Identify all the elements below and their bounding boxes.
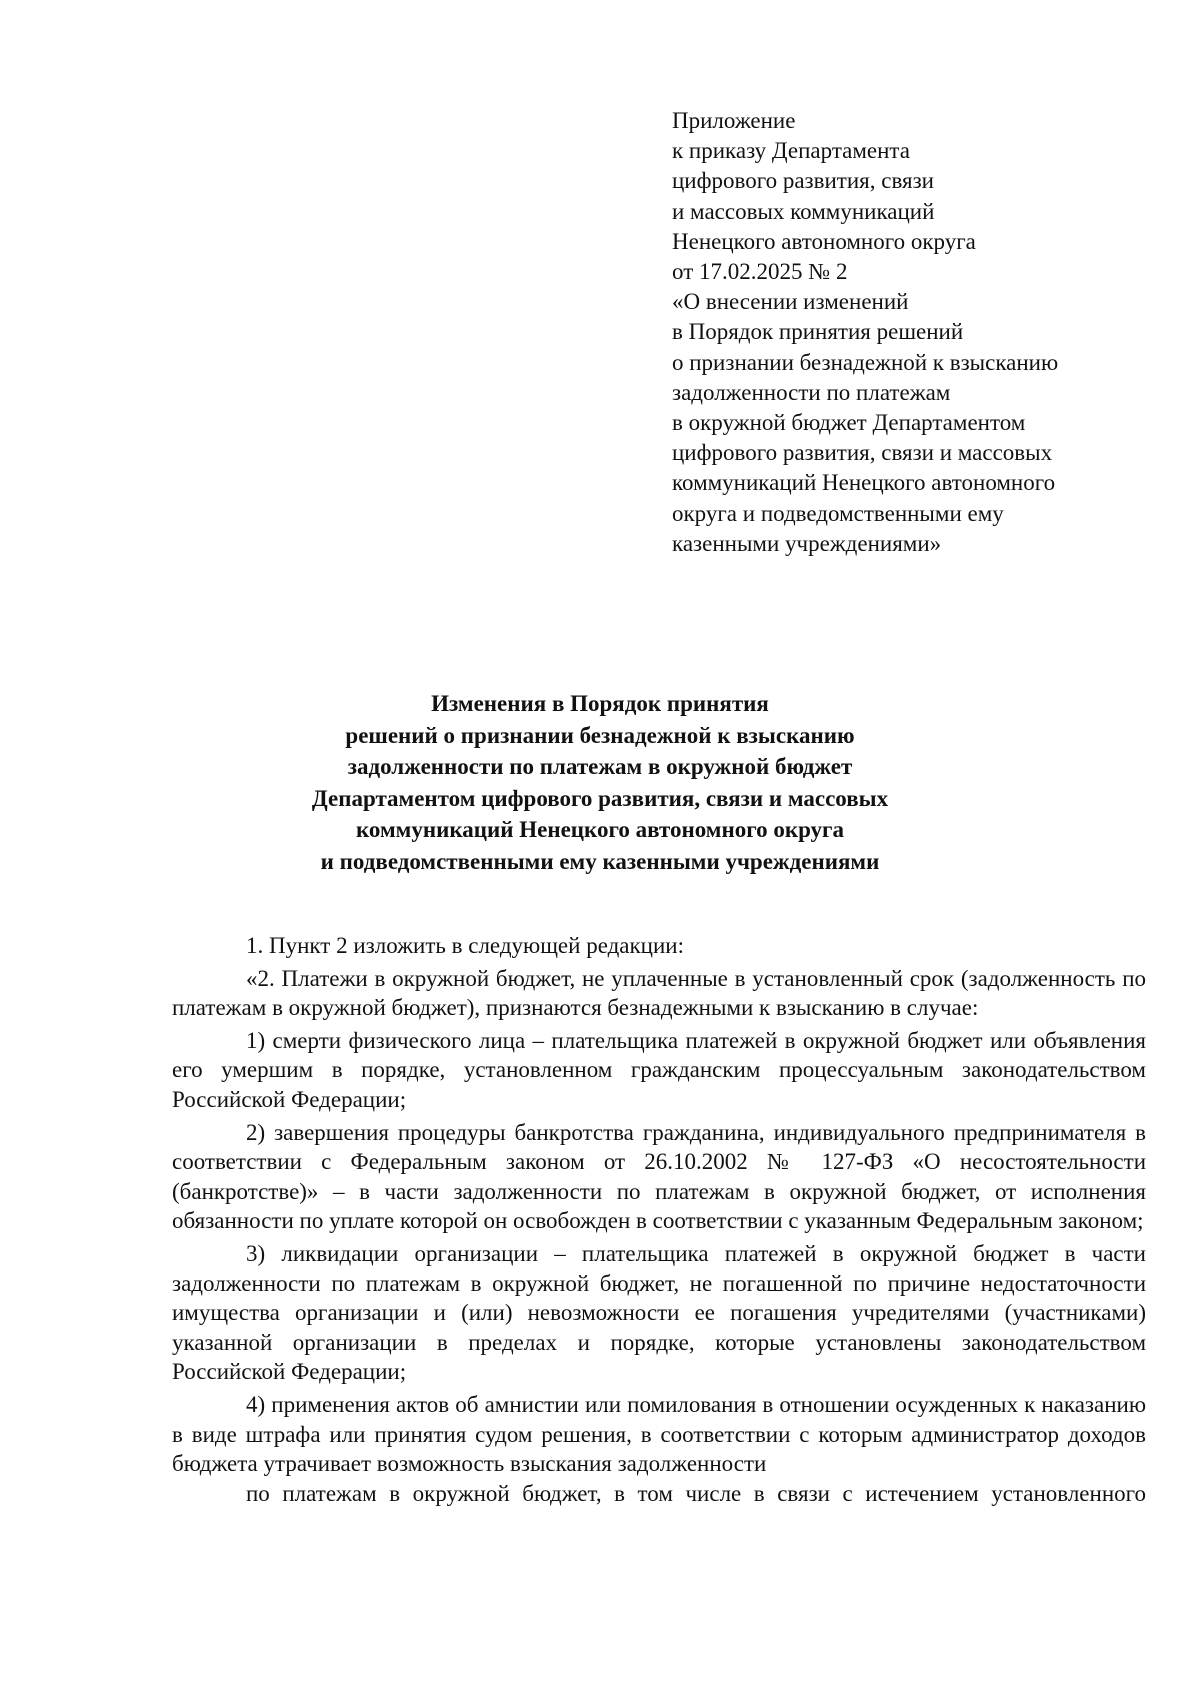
clause-2-intro-paragraph: «2. Платежи в окружной бюджет, не уплаченные в установленный срок (задолженность по платежам в окружной бюджет), признаются безнадежными к взысканию в случае: — [172, 965, 1146, 1021]
appendix-line: и массовых коммуникаций — [672, 198, 935, 224]
title-line: коммуникаций Ненецкого автономного округа — [355, 817, 845, 842]
appendix-line: от 17.02.2025 № 2 — [672, 259, 848, 285]
title-line: решений о признании безнадежной к взысканию — [345, 722, 855, 748]
title-line: и подведомственными ему казенными учреждениями — [320, 848, 880, 874]
appendix-line: цифрового развития, связи — [672, 168, 934, 194]
subclause-4-paragraph — [172, 1390, 1146, 1508]
appendix-line: Приложение — [672, 108, 796, 133]
appendix-line: в Порядок принятия решений — [672, 319, 964, 345]
document-title — [160, 688, 1040, 877]
appendix-line: к приказу Департамента — [672, 138, 910, 164]
appendix-line: цифрового развития, связи и массовых — [672, 440, 1053, 466]
title-line: задолженности по платежам в окружной бюджет — [347, 754, 853, 779]
subclause-1-paragraph: 1) смерти физического лица – плательщика платежей в окружной бюджет или объявления его умершим в порядке, установленном гражданским процессуальным законодательством Российской Федерации; — [172, 1027, 1146, 1112]
title-line: Департаментом цифрового развития, связи и массовых — [311, 785, 889, 811]
appendix-header — [672, 106, 1142, 559]
appendix-line: о признании безнадежной к взысканию — [672, 349, 1059, 375]
subclause-3-paragraph: 3) ликвидации организации – плательщика платежей в окружной бюджет в части задолженности по платежам в окружной бюджет, не погашенной по причине недостаточности имущества организации и (или) невозможности ее погашения учредителями (участниками) указанной организации в пределах и порядке, которые установлены законодательством Российской Федерации; — [172, 1240, 1146, 1385]
appendix-line: казенными учреждениями» — [672, 530, 942, 556]
subclause-2-paragraph: 2) завершения процедуры банкротства гражданина, индивидуального предпринимателя в соответствии с Федеральным законом от 26.10.2002 № 127-ФЗ «О несостоятельности (банкротстве)» – в части задолженности по платежам в окружной бюджет, от исполнения обязанности по уплате которой он освобожден в соответствии с указанным Федеральным законом; — [172, 1119, 1146, 1234]
item-1-paragraph: 1. Пункт 2 изложить в следующей редакции: — [246, 933, 684, 958]
title-line: Изменения в Порядок принятия — [431, 691, 769, 716]
appendix-line: задолженности по платежам — [672, 379, 951, 405]
document-body — [172, 931, 1146, 1511]
subclause-4-text: 4) применения актов об амнистии или помилования в отношении осужденных к наказанию в виде штрафа или принятия судом решения, в соответствии с которым администратор доходов бюджета утрачивает возможность взыскания задолженности — [172, 1391, 1146, 1477]
appendix-line: коммуникаций Ненецкого автономного — [672, 470, 1056, 496]
subclause-4-last-line: по платежам в окружной бюджет, в том числе в связи с истечением установленного — [246, 1480, 1146, 1506]
appendix-line: Ненецкого автономного округа — [672, 228, 976, 254]
appendix-line: в окружной бюджет Департаментом — [672, 410, 1026, 436]
appendix-line: округа и подведомственными ему — [672, 500, 1004, 526]
appendix-line: «О внесении изменений — [672, 289, 909, 315]
